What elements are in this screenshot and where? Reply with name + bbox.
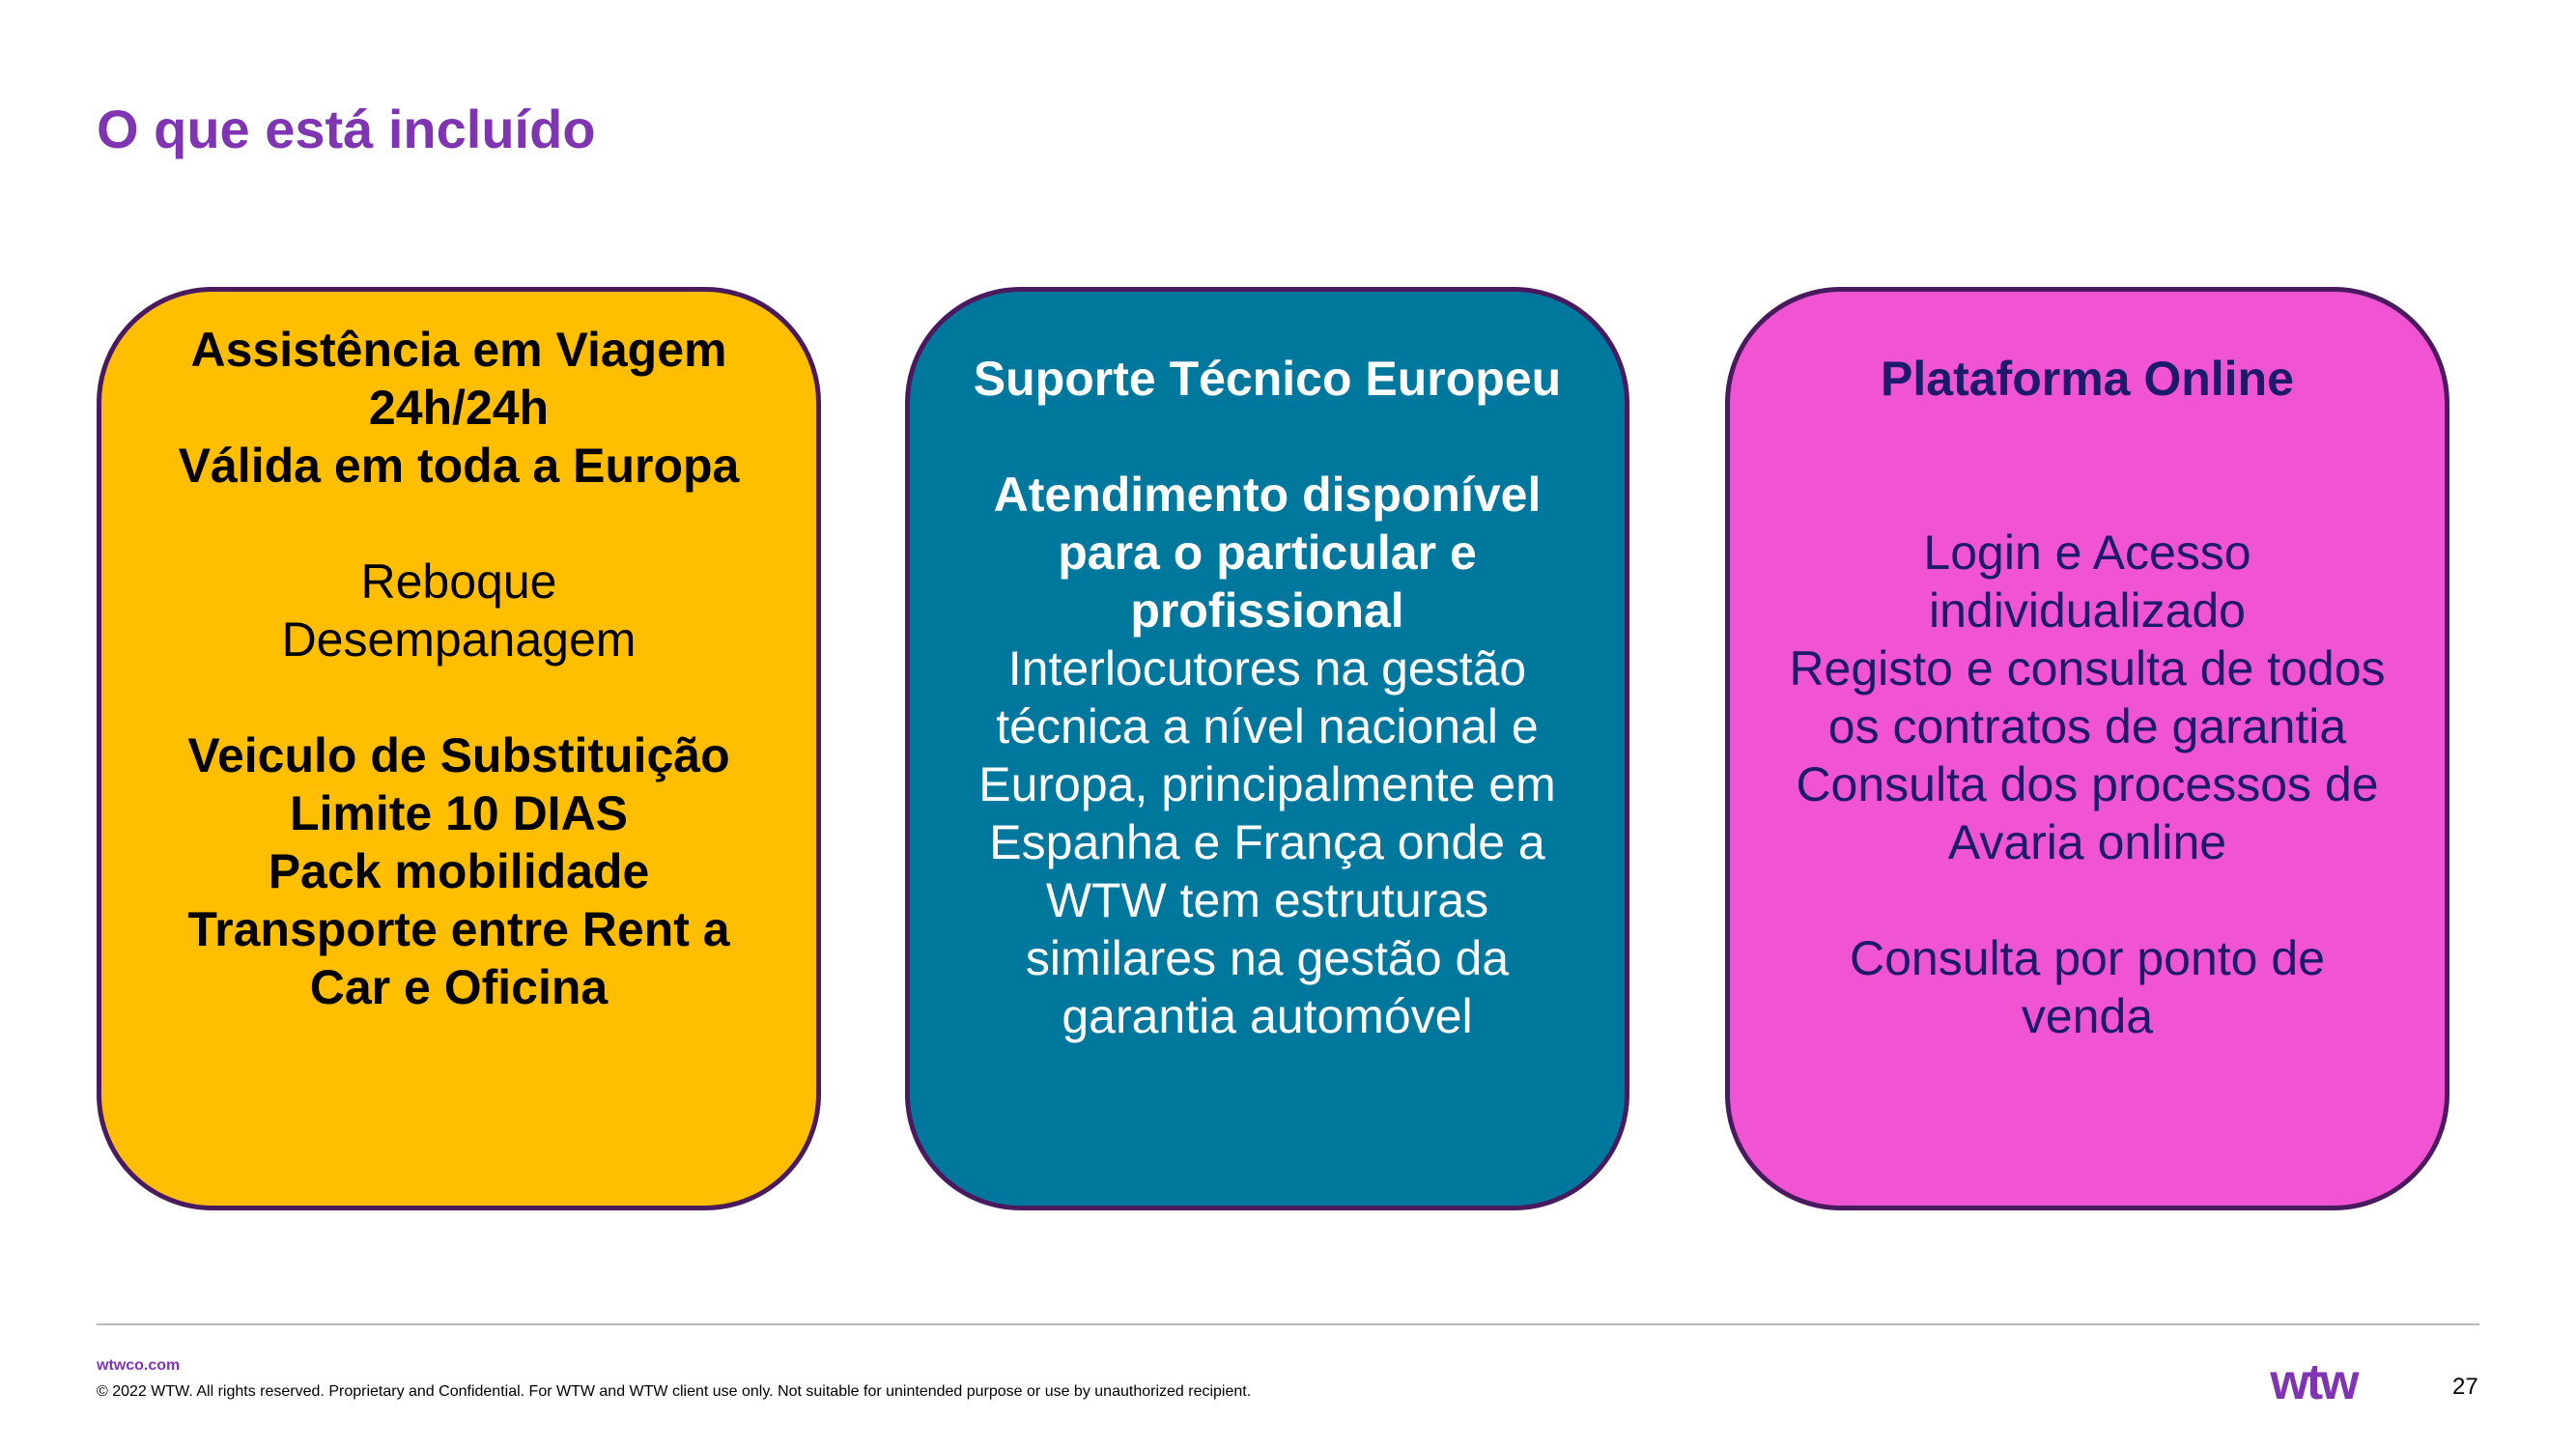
card-2-body-line: Europa, principalmente em (978, 757, 1556, 811)
card-2-heading: Suporte Técnico Europeu (973, 352, 1562, 406)
card-1-extra-line: Car e Oficina (309, 960, 609, 1014)
slide-title: O que está incluído (97, 99, 596, 159)
card-2-subheading-line: profissional (1130, 583, 1404, 638)
card-3-footer-line: venda (2021, 989, 2154, 1043)
card-1-heading-line: Válida em toda a Europa (178, 439, 740, 493)
card-2-body-line: Interlocutores na gestão (1007, 641, 1527, 696)
card-3-heading: Plataforma Online (1881, 352, 2294, 406)
card-1-extra-line: Transporte entre Rent a (187, 902, 730, 956)
card-online-platform (1725, 287, 2449, 1210)
card-3-body-line: os contratos de garantia (1827, 699, 2347, 753)
spacer (140, 495, 778, 553)
footer-divider (97, 1323, 2479, 1325)
card-2-body-line: Espanha e França onde a (989, 815, 1545, 869)
page-number: 27 (2452, 1374, 2478, 1400)
card-3-body-line: Login e Acesso (1923, 526, 2251, 580)
wtw-logo (2254, 1360, 2372, 1408)
card-2-body-line: garantia automóvel (1062, 989, 1473, 1043)
card-2-subheading-line: Atendimento disponível (993, 468, 1542, 522)
spacer (948, 408, 1586, 466)
card-1-heading-line: 24h/24h (368, 381, 550, 435)
card-3-body-line: Consulta dos processos de (1796, 757, 2379, 811)
card-1-extra-line: Veiculo de Substituição (187, 728, 730, 782)
card-3-body-line: Registo e consulta de todos (1789, 641, 2386, 696)
card-1-extra-line: Limite 10 DIAS (289, 786, 629, 840)
card-1-heading-line: Assistência em Viagem (190, 323, 727, 377)
footer-copyright: © 2022 WTW. All rights reserved. Proprietary and Confidential. For WTW and WTW client use only. Not suitable for unintended purpose or use by unauthorized recipient. (97, 1383, 1252, 1400)
spacer (1769, 871, 2406, 929)
spacer (1769, 408, 2406, 524)
card-3-body-line: Avaria online (1947, 815, 2227, 869)
card-3-body-line: individualizado (1928, 583, 2246, 638)
card-1-service-line: Desempanagem (281, 612, 637, 667)
card-travel-assistance (97, 287, 821, 1210)
card-1-extra-line: Pack mobilidade (268, 844, 650, 898)
card-2-subheading-line: para o particular e (1058, 526, 1477, 580)
spacer (140, 668, 778, 726)
card-2-body-line: similares na gestão da (1025, 931, 1510, 985)
footer-website-link[interactable]: wtwco.com (97, 1357, 181, 1374)
card-2-body-line: técnica a nível nacional e (996, 699, 1539, 753)
card-2-body-line: WTW tem estruturas (1045, 873, 1489, 927)
card-1-service-line: Reboque (360, 554, 557, 609)
card-3-footer-line: Consulta por ponto de (1849, 931, 2326, 985)
card-technical-support (905, 287, 1629, 1210)
svg-text:wtw: wtw (2270, 1360, 2357, 1408)
